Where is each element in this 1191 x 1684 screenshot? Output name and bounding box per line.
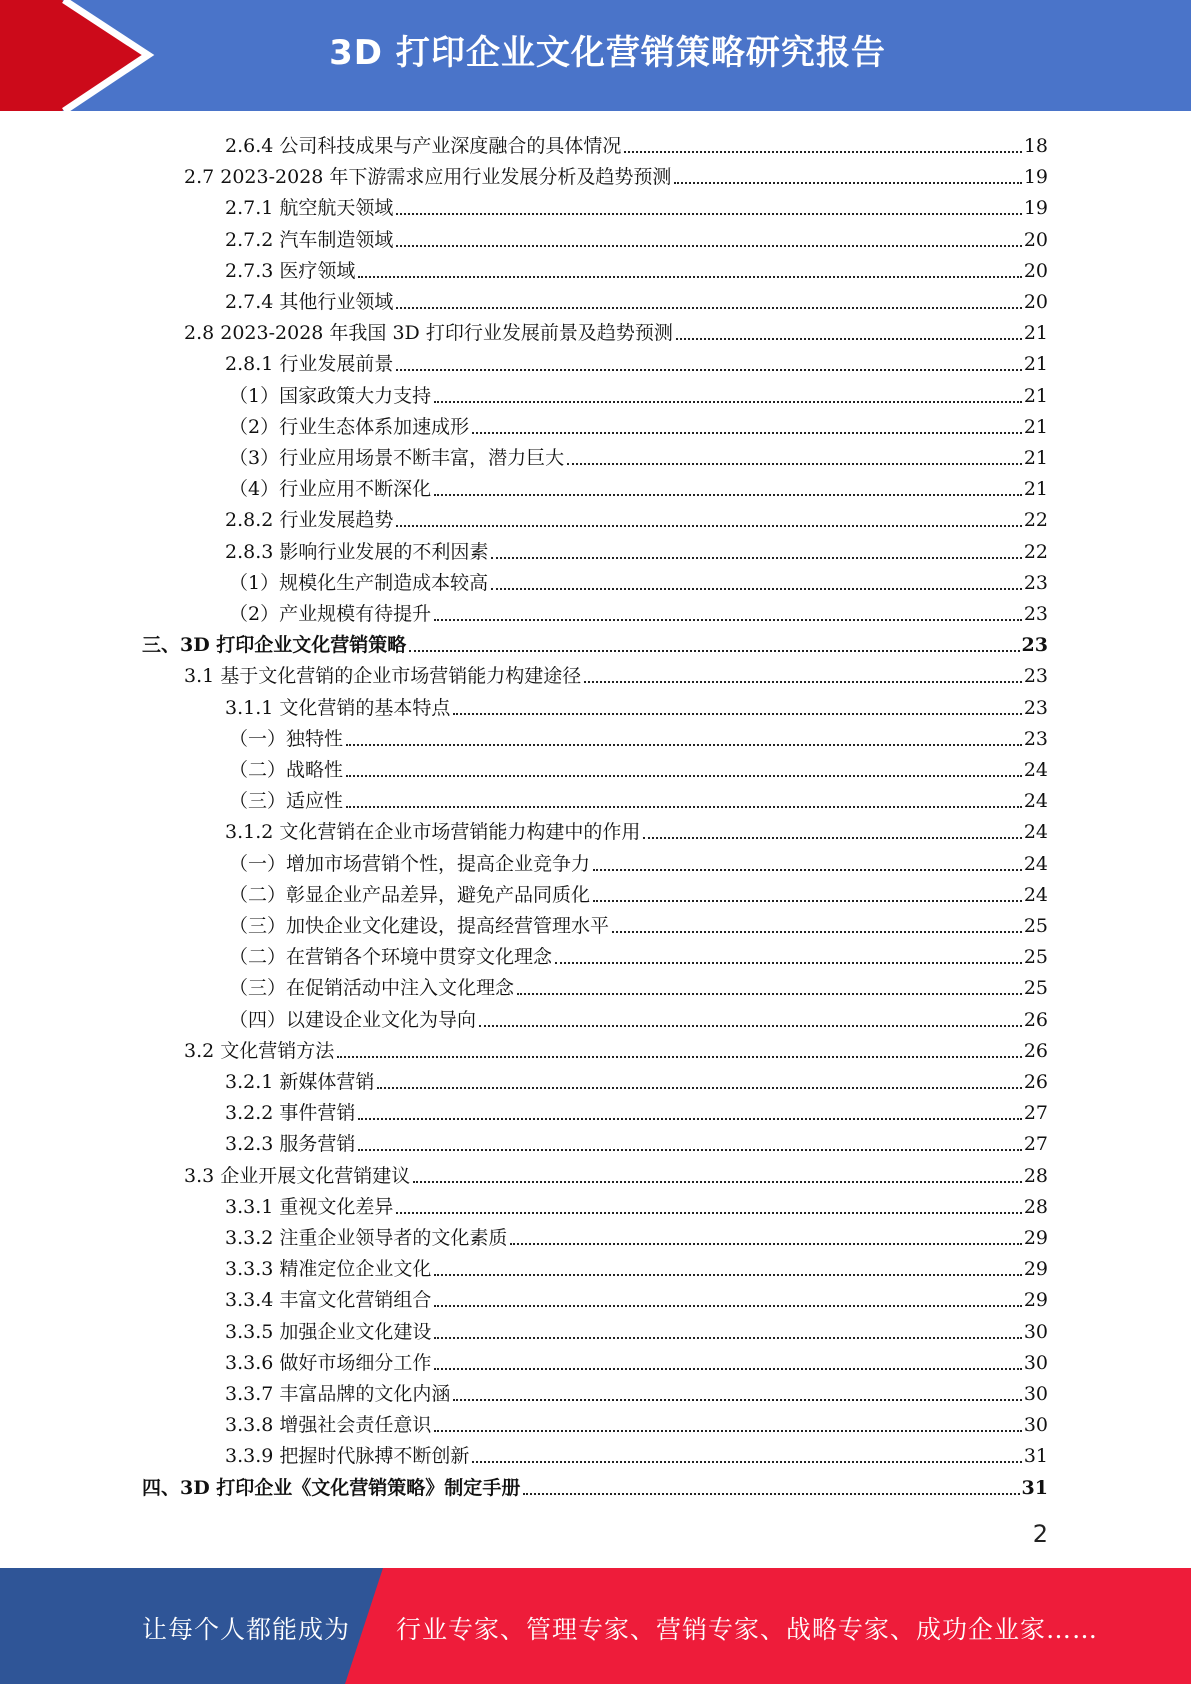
toc-dot-leader (555, 962, 1022, 964)
toc-entry-page: 25 (1023, 977, 1048, 1000)
toc-entry-page: 24 (1023, 821, 1048, 844)
toc-entry-page: 26 (1023, 1071, 1048, 1093)
toc-entry-page: 23 (1021, 634, 1048, 657)
toc-entry[interactable] (225, 1063, 1048, 1094)
toc-dot-leader (358, 276, 1021, 278)
toc-dot-leader (337, 1056, 1022, 1058)
toc-entry[interactable] (225, 1406, 1048, 1437)
toc-entry-page: 31 (1023, 1445, 1048, 1468)
toc-entry-title: 3.3.3 精准定位企业文化 (225, 1258, 432, 1281)
page-number: 2 (1032, 1520, 1048, 1548)
toc-entry-page: 25 (1023, 946, 1048, 969)
toc-entry-title: （1）规模化生产制造成本较高 (229, 571, 489, 594)
toc-entry-title: 3.3.2 注重企业领导者的文化素质 (225, 1227, 508, 1249)
toc-dot-leader (491, 588, 1022, 590)
toc-entry[interactable] (225, 252, 1048, 283)
footer-slogan-left: 让每个人都能成为 (142, 1615, 351, 1644)
toc-entry-page: 30 (1023, 1414, 1048, 1437)
toc-entry-page: 25 (1023, 915, 1048, 937)
toc-entry[interactable] (225, 1250, 1048, 1281)
toc-entry[interactable] (225, 533, 1048, 564)
toc-entry[interactable] (225, 1281, 1048, 1312)
toc-dot-leader (377, 1087, 1021, 1089)
toc-entry[interactable] (225, 1125, 1048, 1156)
toc-entry-title: 2.8.1 行业发展前景 (225, 353, 394, 376)
page-footer (0, 1568, 1191, 1684)
toc-dot-leader (396, 245, 1021, 247)
toc-entry[interactable] (225, 1375, 1048, 1406)
toc-dot-leader (434, 619, 1022, 621)
toc-entry[interactable] (229, 470, 1048, 501)
toc-dot-leader (396, 213, 1021, 215)
toc-entry-title: 3.3.1 重视文化差异 (225, 1195, 394, 1218)
toc-dot-leader (676, 338, 1022, 340)
toc-entry-title: 3.3.6 做好市场细分工作 (225, 1351, 432, 1374)
toc-dot-leader (434, 1305, 1021, 1307)
toc-entry-title: 2.7.3 医疗领域 (225, 259, 356, 282)
toc-entry-page: 21 (1023, 384, 1048, 407)
toc-dot-leader (358, 1118, 1021, 1120)
toc-entry[interactable] (225, 1313, 1048, 1344)
toc-entry-title: （三）适应性 (229, 790, 344, 813)
toc-entry-page: 29 (1023, 1227, 1048, 1249)
toc-entry[interactable] (225, 345, 1048, 376)
toc-dot-leader (396, 1212, 1021, 1214)
toc-entry-page: 26 (1023, 1039, 1048, 1062)
toc-dot-leader (413, 1181, 1022, 1183)
toc-entry-title: 2.7 2023-2028 年下游需求应用行业发展分析及趋势预测 (184, 166, 672, 189)
toc-entry[interactable] (229, 564, 1048, 595)
toc-entry[interactable] (229, 1001, 1048, 1032)
toc-entry[interactable] (229, 720, 1048, 751)
toc-entry[interactable] (225, 189, 1048, 220)
toc-entry-title: 3.2.2 事件营销 (225, 1102, 356, 1125)
toc-entry-title: 3.3.8 增强社会责任意识 (225, 1414, 432, 1437)
toc-dot-leader (523, 1493, 1019, 1495)
toc-dot-leader (358, 1149, 1021, 1151)
toc-dot-leader (491, 557, 1021, 559)
toc-dot-leader (434, 1430, 1021, 1432)
toc-entry-title: 3.2 文化营销方法 (184, 1039, 335, 1062)
toc-entry-page: 29 (1023, 1258, 1048, 1281)
toc-entry-page: 23 (1023, 665, 1048, 688)
toc-dot-leader (643, 837, 1021, 839)
toc-entry[interactable] (184, 1032, 1048, 1063)
toc-entry-page: 20 (1023, 228, 1048, 251)
toc-entry-page: 21 (1023, 447, 1048, 469)
toc-entry-title: （二）在营销各个环境中贯穿文化理念 (229, 946, 553, 969)
toc-entry-title: （三）加快企业文化建设，提高经营管理水平 (229, 915, 610, 937)
toc-entry-page: 21 (1023, 415, 1048, 438)
toc-entry-page: 31 (1021, 1476, 1048, 1499)
toc-dot-leader (510, 1243, 1021, 1245)
toc-entry[interactable] (184, 657, 1048, 688)
toc-entry-page: 30 (1023, 1383, 1048, 1405)
toc-entry[interactable] (225, 689, 1048, 720)
toc-entry-title: 3.1.1 文化营销的基本特点 (225, 696, 451, 719)
toc-entry-page: 23 (1023, 727, 1048, 750)
toc-entry[interactable] (229, 907, 1048, 938)
toc-entry-title: 3.3 企业开展文化营销建议 (184, 1164, 411, 1187)
toc-entry-title: 2.7.1 航空航天领域 (225, 197, 394, 220)
toc-dot-leader (517, 993, 1022, 995)
toc-entry-title: （3）行业应用场景不断丰富，潜力巨大 (229, 447, 565, 469)
toc-entry-title: （1）国家政策大力支持 (229, 384, 432, 407)
toc-dot-leader (434, 1274, 1021, 1276)
toc-dot-leader (396, 525, 1021, 527)
toc-entry[interactable] (229, 969, 1048, 1000)
toc-dot-leader (612, 931, 1022, 933)
toc-entry[interactable] (229, 938, 1048, 969)
toc-entry[interactable] (229, 408, 1048, 439)
toc-entry-page: 24 (1023, 883, 1048, 906)
toc-dot-leader (584, 681, 1022, 683)
toc-dot-leader (674, 182, 1021, 184)
toc-entry-title: 四、3D 打印企业《文化营销策略》制定手册 (142, 1476, 521, 1499)
toc-entry-page: 19 (1023, 166, 1048, 189)
toc-entry-page: 21 (1023, 353, 1048, 376)
toc-dot-leader (593, 869, 1022, 871)
page-header (0, 0, 1191, 111)
toc-dot-leader (434, 1337, 1021, 1339)
toc-entry[interactable] (225, 501, 1048, 532)
toc-entry[interactable] (184, 314, 1048, 345)
toc-entry[interactable] (229, 876, 1048, 907)
toc-dot-leader (346, 744, 1022, 746)
toc-entry-page: 28 (1023, 1195, 1048, 1218)
toc-entry-page: 30 (1023, 1351, 1048, 1374)
toc-entry-page: 26 (1023, 1008, 1048, 1031)
toc-entry-title: （2）产业规模有待提升 (229, 603, 432, 625)
toc-entry-page: 24 (1023, 759, 1048, 781)
toc-entry[interactable] (229, 439, 1048, 470)
toc-entry-page: 28 (1023, 1164, 1048, 1187)
toc-entry[interactable] (225, 283, 1048, 314)
toc-entry-title: （4）行业应用不断深化 (229, 478, 432, 501)
toc-entry-page: 23 (1023, 603, 1048, 625)
toc-entry-title: （三）在促销活动中注入文化理念 (229, 977, 515, 1000)
toc-entry-page: 27 (1023, 1102, 1048, 1125)
toc-entry-page: 22 (1023, 540, 1048, 563)
toc-entry-page: 27 (1023, 1133, 1048, 1156)
toc-entry[interactable] (225, 1188, 1048, 1219)
toc-entry-title: 2.8 2023-2028 年我国 3D 打印行业发展前景及趋势预测 (184, 322, 673, 345)
toc-entry-page: 24 (1023, 790, 1048, 813)
toc-dot-leader (593, 900, 1022, 902)
toc-entry-title: 2.8.3 影响行业发展的不利因素 (225, 540, 489, 563)
toc-entry-title: （一）独特性 (229, 727, 344, 750)
toc-dot-leader (396, 369, 1021, 371)
toc-entry-page: 23 (1023, 571, 1048, 594)
toc-dot-leader (472, 432, 1022, 434)
toc-dot-leader (567, 463, 1022, 465)
toc-dot-leader (346, 775, 1022, 777)
toc-entry-page: 21 (1023, 478, 1048, 501)
toc-dot-leader (434, 494, 1022, 496)
toc-entry[interactable] (229, 377, 1048, 408)
toc-entry-page: 30 (1023, 1320, 1048, 1343)
toc-entry-page: 23 (1023, 696, 1048, 719)
toc-entry-page: 21 (1023, 322, 1048, 345)
toc-entry-title: 2.8.2 行业发展趋势 (225, 509, 394, 532)
toc-entry-title: 2.7.4 其他行业领域 (225, 291, 394, 313)
toc-entry[interactable] (225, 1437, 1048, 1468)
toc-entry-title: 3.3.5 加强企业文化建设 (225, 1320, 432, 1343)
toc-entry[interactable] (184, 158, 1048, 189)
toc-entry[interactable] (142, 626, 1048, 657)
toc-entry-title: 3.3.9 把握时代脉搏不断创新 (225, 1445, 470, 1468)
toc-dot-leader (396, 307, 1021, 309)
toc-entry-page: 22 (1023, 509, 1048, 532)
toc-entry-title: 3.2.3 服务营销 (225, 1133, 356, 1156)
toc-entry[interactable] (229, 782, 1048, 813)
toc-entry-title: 2.6.4 公司科技成果与产业深度融合的具体情况 (225, 135, 622, 157)
footer-slogan-right: 行业专家、管理专家、营销专家、战略专家、成功企业家…… (396, 1615, 1099, 1644)
toc-entry-title: 2.7.2 汽车制造领域 (225, 228, 394, 251)
toc-entry-title: 3.2.1 新媒体营销 (225, 1071, 375, 1093)
toc-entry-page: 20 (1023, 259, 1048, 282)
toc-entry[interactable] (225, 1219, 1048, 1250)
toc-dot-leader (479, 1025, 1022, 1027)
toc-entry[interactable] (184, 1157, 1048, 1188)
toc-entry-title: （四）以建设企业文化为导向 (229, 1008, 477, 1031)
toc-entry-title: 三、3D 打印企业文化营销策略 (142, 634, 407, 657)
toc-dot-leader (434, 1368, 1021, 1370)
toc-entry-title: （一）增加市场营销个性，提高企业竞争力 (229, 852, 591, 875)
toc-entry[interactable] (225, 221, 1048, 252)
toc-entry-page: 24 (1023, 852, 1048, 875)
toc-dot-leader (453, 1399, 1021, 1401)
toc-entry[interactable] (229, 595, 1048, 626)
toc-entry-page: 19 (1023, 197, 1048, 220)
toc-dot-leader (472, 1461, 1021, 1463)
toc-entry-title: 3.1 基于文化营销的企业市场营销能力构建途径 (184, 665, 582, 688)
toc-entry-title: （二）战略性 (229, 759, 344, 781)
toc-dot-leader (434, 401, 1022, 403)
toc-dot-leader (346, 806, 1022, 808)
toc-entry-title: 3.3.4 丰富文化营销组合 (225, 1289, 432, 1312)
toc-entry[interactable] (225, 127, 1048, 158)
toc-entry[interactable] (225, 1344, 1048, 1375)
toc-entry-title: （二）彰显企业产品差异，避免产品同质化 (229, 883, 591, 906)
toc-entry-title: 3.1.2 文化营销在企业市场营销能力构建中的作用 (225, 821, 641, 844)
toc-entry[interactable] (229, 845, 1048, 876)
toc-entry-page: 20 (1023, 291, 1048, 313)
toc-entry[interactable] (225, 813, 1048, 844)
toc-entry-title: 3.3.7 丰富品牌的文化内涵 (225, 1383, 451, 1405)
toc-entry[interactable] (142, 1469, 1048, 1500)
toc-entry[interactable] (229, 751, 1048, 782)
report-title: 3D 打印企业文化营销策略研究报告 (329, 33, 886, 73)
toc-dot-leader (624, 151, 1021, 153)
toc-dot-leader (409, 650, 1019, 652)
toc-entry[interactable] (225, 1094, 1048, 1125)
toc-entry-page: 18 (1023, 135, 1048, 157)
toc-dot-leader (453, 713, 1021, 715)
toc-entry-title: （2）行业生态体系加速成形 (229, 415, 470, 438)
toc-entry-page: 29 (1023, 1289, 1048, 1312)
